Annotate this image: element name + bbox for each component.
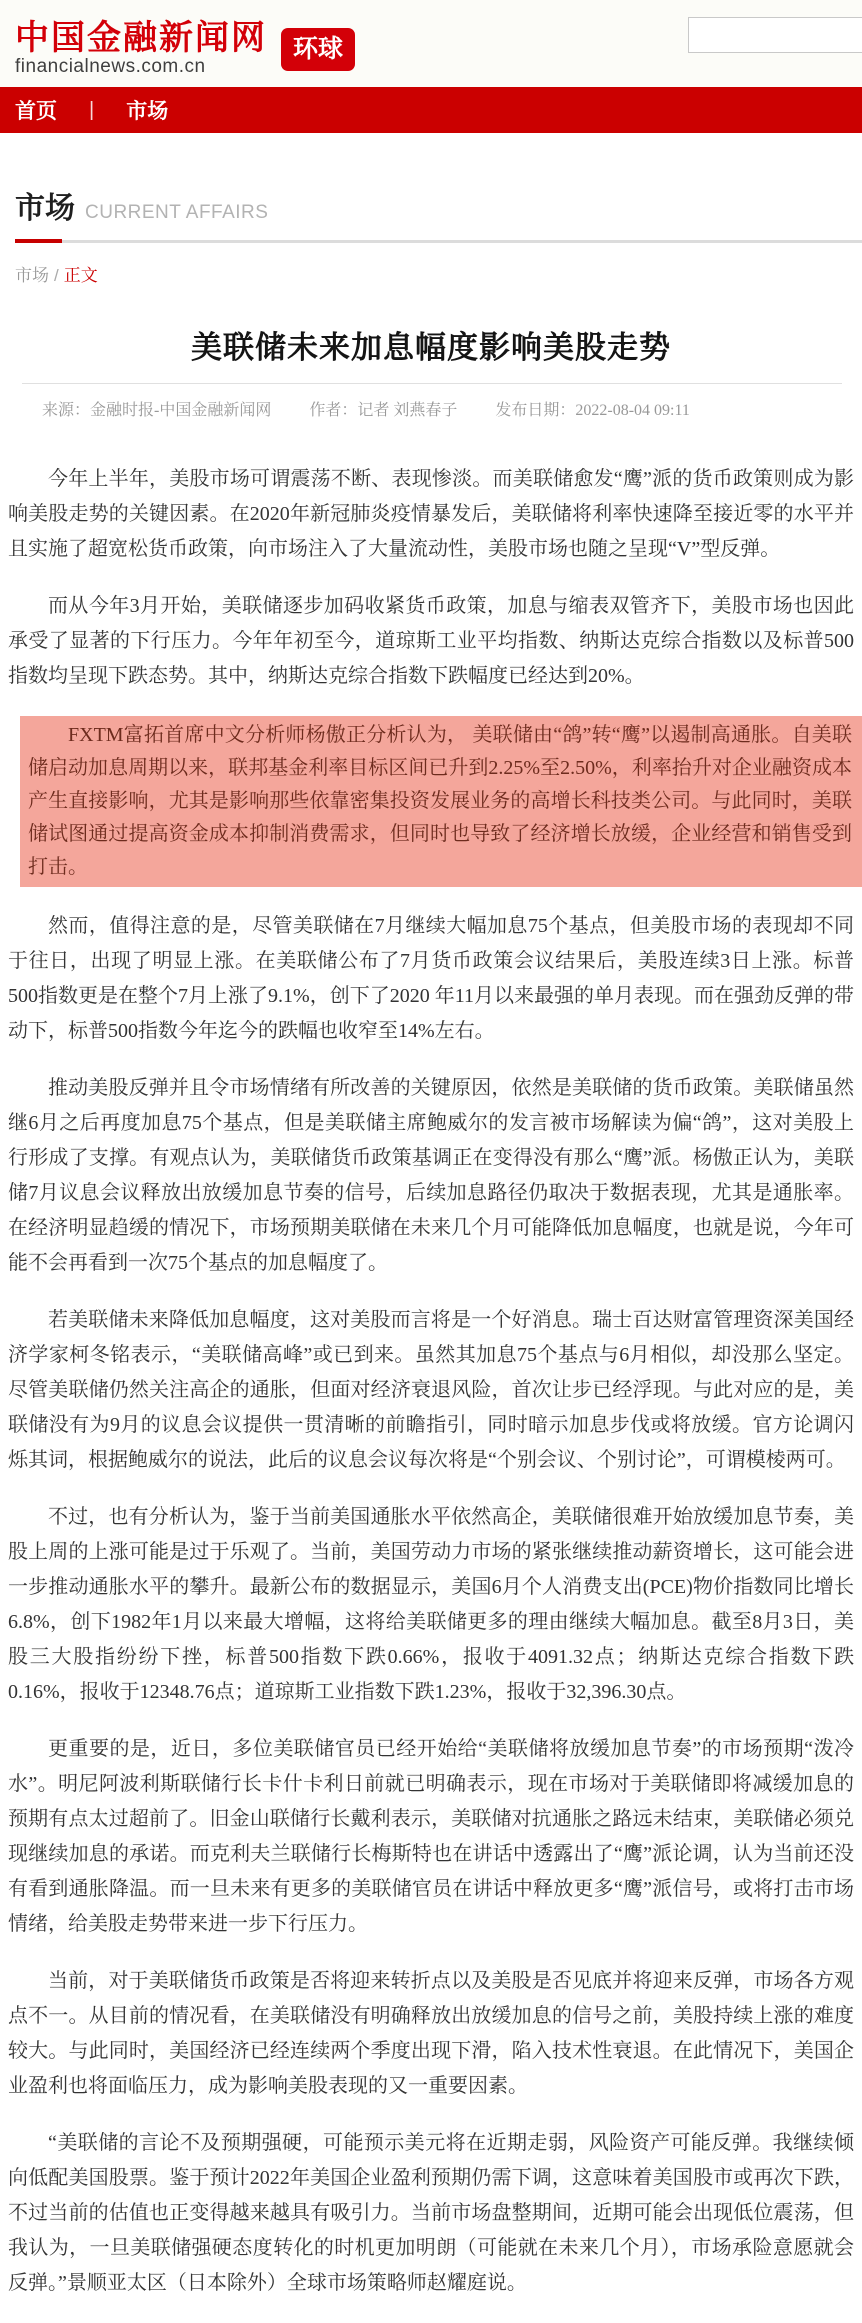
section-subtitle: CURRENT AFFAIRS	[85, 202, 269, 223]
article-title: 美联储未来加息幅度影响美股走势	[191, 330, 671, 365]
nav-item-market[interactable]: 市场	[126, 100, 169, 123]
section-head	[0, 183, 862, 227]
breadcrumb	[15, 261, 862, 286]
site-logo-text[interactable]	[15, 20, 267, 78]
article-paragraph: 而从今年3月开始，美联储逐步加码收紧货币政策，加息与缩表双管齐下，美股市场也因此承受了显著的下行压力。今年年初至今，道琼斯工业平均指数、纳斯达克综合指数以及标普500指数均呈现下跌态势。其中，纳斯达克综合指数下跌幅度已经达到20%。	[8, 595, 854, 687]
article-source: 来源：金融时报-中国金融新闻网	[42, 402, 272, 419]
article-paragraph: “美联储的言论不及预期强硬，可能预示美元将在近期走弱，风险资产可能反弹。我继续倾向低配美国股票。鉴于预计2022年美国企业盈利预期仍需下调，这意味着美国股市或再次下跌，不过当前的估值也正变得越来越具有吸引力。当前市场盘整期间，近期可能会出现低位震荡，但我认为，一旦美联储强硬态度转化的时机更加明朗（可能就在未来几个月），市场承险意愿就会反弹。”景顺亚太区（日本除外）全球市场策略师赵耀庭说。	[8, 2132, 854, 2294]
breadcrumb-parent[interactable]: 市场	[15, 266, 49, 285]
site-header	[0, 0, 862, 87]
article-divider	[22, 383, 842, 384]
article-author: 作者：记者 刘燕春子	[309, 402, 458, 419]
nav-divider: |	[89, 98, 95, 121]
section-title: 市场	[15, 192, 75, 225]
article-paragraph: 当前，对于美联储货币政策是否将迎来转折点以及美股是否见底并将迎来反弹，市场各方观点不一。从目前的情况看，在美联储没有明确释放出放缓加息的信号之前，美股持续上涨的难度较大。与此同时，美国经济已经连续两个季度出现下滑，陷入技术性衰退。在此情况下，美国企业盈利也将面临压力，成为影响美股表现的又一重要因素。	[8, 1970, 854, 2097]
article-paragraph: 然而，值得注意的是，尽管美联储在7月继续大幅加息75个基点，但美股市场的表现却不同于往日，出现了明显上涨。在美联储公布了7月货币政策会议结果后，美股连续3日上涨。标普500指数更是在整个7月上涨了9.1%，创下了2020 年11月以来最强的单月表现。而在强劲反弹的带动下，标普500指数今年迄今的跌幅也收窄至14%左右。	[8, 915, 854, 1042]
article-paragraph: 若美联储未来降低加息幅度，这对美股而言将是一个好消息。瑞士百达财富管理资深美国经济学家柯冬铭表示，“美联储高峰”或已到来。虽然其加息75个基点与6月相似，却没那么坚定。尽管美联储仍然关注高企的通胀，但面对经济衰退风险，首次让步已经浮现。与此对应的是，美联储没有为9月的议息会议提供一贯清晰的前瞻指引，同时暗示加息步伐或将放缓。官方论调闪烁其词，根据鲍威尔的说法，此后的议息会议每次将是“个别会议、个别讨论”，可谓模棱两可。	[8, 1309, 854, 1471]
article-paragraph: 推动美股反弹并且令市场情绪有所改善的关键原因，依然是美联储的货币政策。美联储虽然继6月之后再度加息75个基点，但是美联储主席鲍威尔的发言被市场解读为偏“鸽”，这对美股上行形成了支撑。有观点认为，美联储货币政策基调正在变得没有那么“鹰”派。杨傲正认为，美联储7月议息会议释放出放缓加息节奏的信号，后续加息路径仍取决于数据表现，尤其是通胀率。在经济明显趋缓的情况下，市场预期美联储在未来几个月可能降低加息幅度，也就是说，今年可能不会再看到一次75个基点的加息幅度了。	[8, 1077, 854, 1274]
breadcrumb-separator: /	[54, 266, 59, 285]
article-date: 发布日期：2022-08-04 09:11	[495, 402, 690, 419]
site-logo-title: 中国金融新闻网	[15, 19, 267, 57]
article-paragraph: 更重要的是，近日，多位美联储官员已经开始给“美联储将放缓加息节奏”的市场预期“泼冷水”。明尼阿波利斯联储行长卡什卡利日前就已明确表示，现在市场对于美联储即将减缓加息的预期有点太过超前了。旧金山联储行长戴利表示，美联储对抗通胀之路远未结束，美联储必须兑现继续加息的承诺。而克利夫兰联储行长梅斯特也在讲话中透露出了“鹰”派论调，认为当前还没有看到通胀降温。而一旦未来有更多的美联储官员在讲话中释放更多“鹰”派信号，或将打击市场情绪，给美股走势带来进一步下行压力。	[8, 1738, 854, 1935]
section-rule	[15, 239, 862, 243]
section-rule-accent	[15, 239, 62, 243]
search-input[interactable]	[688, 17, 862, 53]
site-logo-domain: financialnews.com.cn	[15, 56, 206, 77]
channel-badge[interactable]: 环球	[281, 28, 355, 71]
article	[0, 322, 862, 2301]
article-paragraph: 不过，也有分析认为，鉴于当前美国通胀水平依然高企，美联储很难开始放缓加息节奏，美股上周的上涨可能是过于乐观了。当前，美国劳动力市场的紧张继续推动薪资增长，这可能会进一步推动通胀水平的攀升。最新公布的数据显示，美国6月个人消费支出(PCE)物价指数同比增长6.8%，创下1982年1月以来最大增幅，这将给美联储更多的理由继续大幅加息。截至8月3日，美股三大股指纷纷下挫，标普500指数下跌0.66%，报收于4091.32点；纳斯达克综合指数下跌0.16%，报收于12348.76点；道琼斯工业指数下跌1.23%，报收于32,396.30点。	[8, 1506, 854, 1703]
article-body	[0, 462, 862, 2301]
main-nav	[0, 87, 862, 133]
nav-item-home[interactable]: 首页	[15, 100, 57, 123]
article-meta	[0, 397, 862, 420]
breadcrumb-current: 正文	[63, 266, 98, 285]
article-paragraph-highlighted: FXTM富拓首席中文分析师杨傲正分析认为， 美联储由“鸽”转“鹰”以遏制高通胀。自美联储启动加息周期以来，联邦基金利率目标区间已升到2.25%至2.50%，利率抬升对企业融资成本产生直接影响，尤其是影响那些依靠密集投资发展业务的高增长科技类公司。与此同时，美联储试图通过提高资金成本抑制消费需求，但同时也导致了经济增长放缓，企业经营和销售受到打击。	[20, 716, 862, 887]
site-logo[interactable]	[15, 20, 355, 78]
article-paragraph: 今年上半年，美股市场可谓震荡不断、表现惨淡。而美联储愈发“鹰”派的货币政策则成为影响美股走势的关键因素。在2020年新冠肺炎疫情暴发后，美联储将利率快速降至接近零的水平并且实施了超宽松货币政策，向市场注入了大量流动性，美股市场也随之呈现“V”型反弹。	[8, 468, 854, 560]
